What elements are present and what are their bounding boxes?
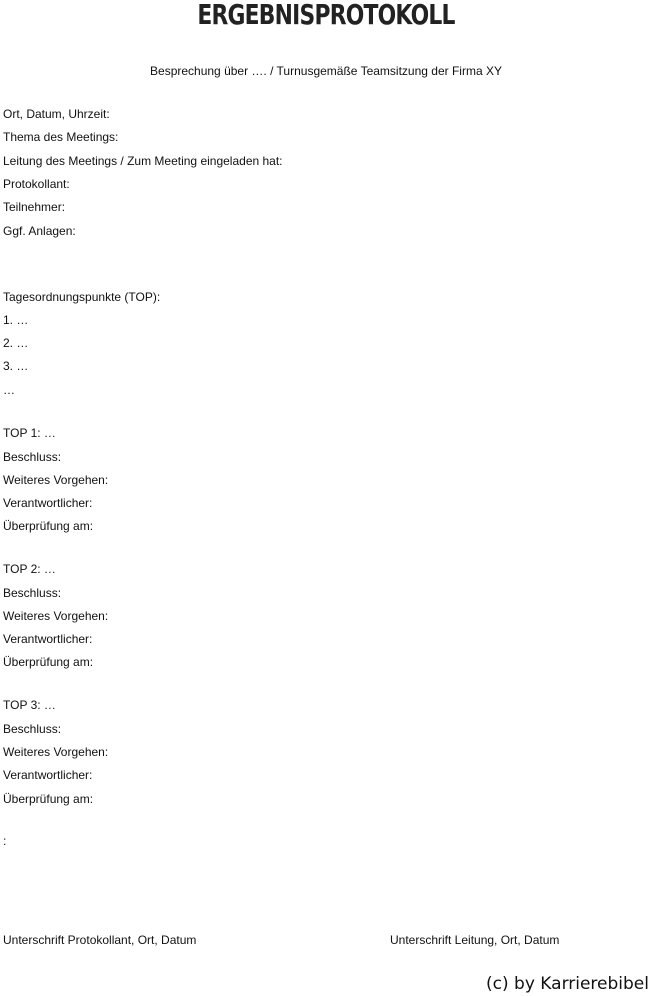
signature-protokollant: Unterschrift Protokollant, Ort, Datum xyxy=(3,933,197,947)
top-1-beschluss: Beschluss: xyxy=(3,450,62,464)
agenda-item: 3. … xyxy=(3,359,29,373)
credit-text: (c) by Karrierebibel xyxy=(486,974,649,994)
top-2-weiteres-vorgehen: Weiteres Vorgehen: xyxy=(3,609,109,623)
top-1-ueberpruefung: Überprüfung am: xyxy=(3,519,94,533)
top-1-verantwortlicher: Verantwortlicher: xyxy=(3,496,93,510)
document-title: ERGEBNISPROTOKOLL xyxy=(197,0,455,31)
top-3-verantwortlicher: Verantwortlicher: xyxy=(3,768,93,782)
top-2-verantwortlicher: Verantwortlicher: xyxy=(3,632,93,646)
top-3-weiteres-vorgehen: Weiteres Vorgehen: xyxy=(3,745,109,759)
agenda-item: 1. … xyxy=(3,313,29,327)
top-3-ueberpruefung: Überprüfung am: xyxy=(3,792,94,806)
field-thema: Thema des Meetings: xyxy=(3,130,119,144)
top-2-beschluss: Beschluss: xyxy=(3,586,62,600)
top-2-title: TOP 2: … xyxy=(3,562,56,576)
separator-colon: : xyxy=(3,834,7,848)
field-leitung: Leitung des Meetings / Zum Meeting eingeladen hat: xyxy=(3,154,283,168)
field-teilnehmer: Teilnehmer: xyxy=(3,200,66,214)
document-subtitle: Besprechung über …. / Turnusgemäße Teamsitzung der Firma XY xyxy=(150,64,502,78)
agenda-item: … xyxy=(3,383,15,397)
top-1-title: TOP 1: … xyxy=(3,426,56,440)
field-ort-datum-uhrzeit: Ort, Datum, Uhrzeit: xyxy=(3,107,110,121)
field-anlagen: Ggf. Anlagen: xyxy=(3,224,76,238)
top-3-title: TOP 3: … xyxy=(3,698,56,712)
top-2-ueberpruefung: Überprüfung am: xyxy=(3,655,94,669)
top-3-beschluss: Beschluss: xyxy=(3,722,62,736)
agenda-item: 2. … xyxy=(3,336,29,350)
signature-leitung: Unterschrift Leitung, Ort, Datum xyxy=(390,933,560,947)
agenda-heading: Tagesordnungspunkte (TOP): xyxy=(3,290,161,304)
top-1-weiteres-vorgehen: Weiteres Vorgehen: xyxy=(3,473,109,487)
field-protokollant: Protokollant: xyxy=(3,177,70,191)
